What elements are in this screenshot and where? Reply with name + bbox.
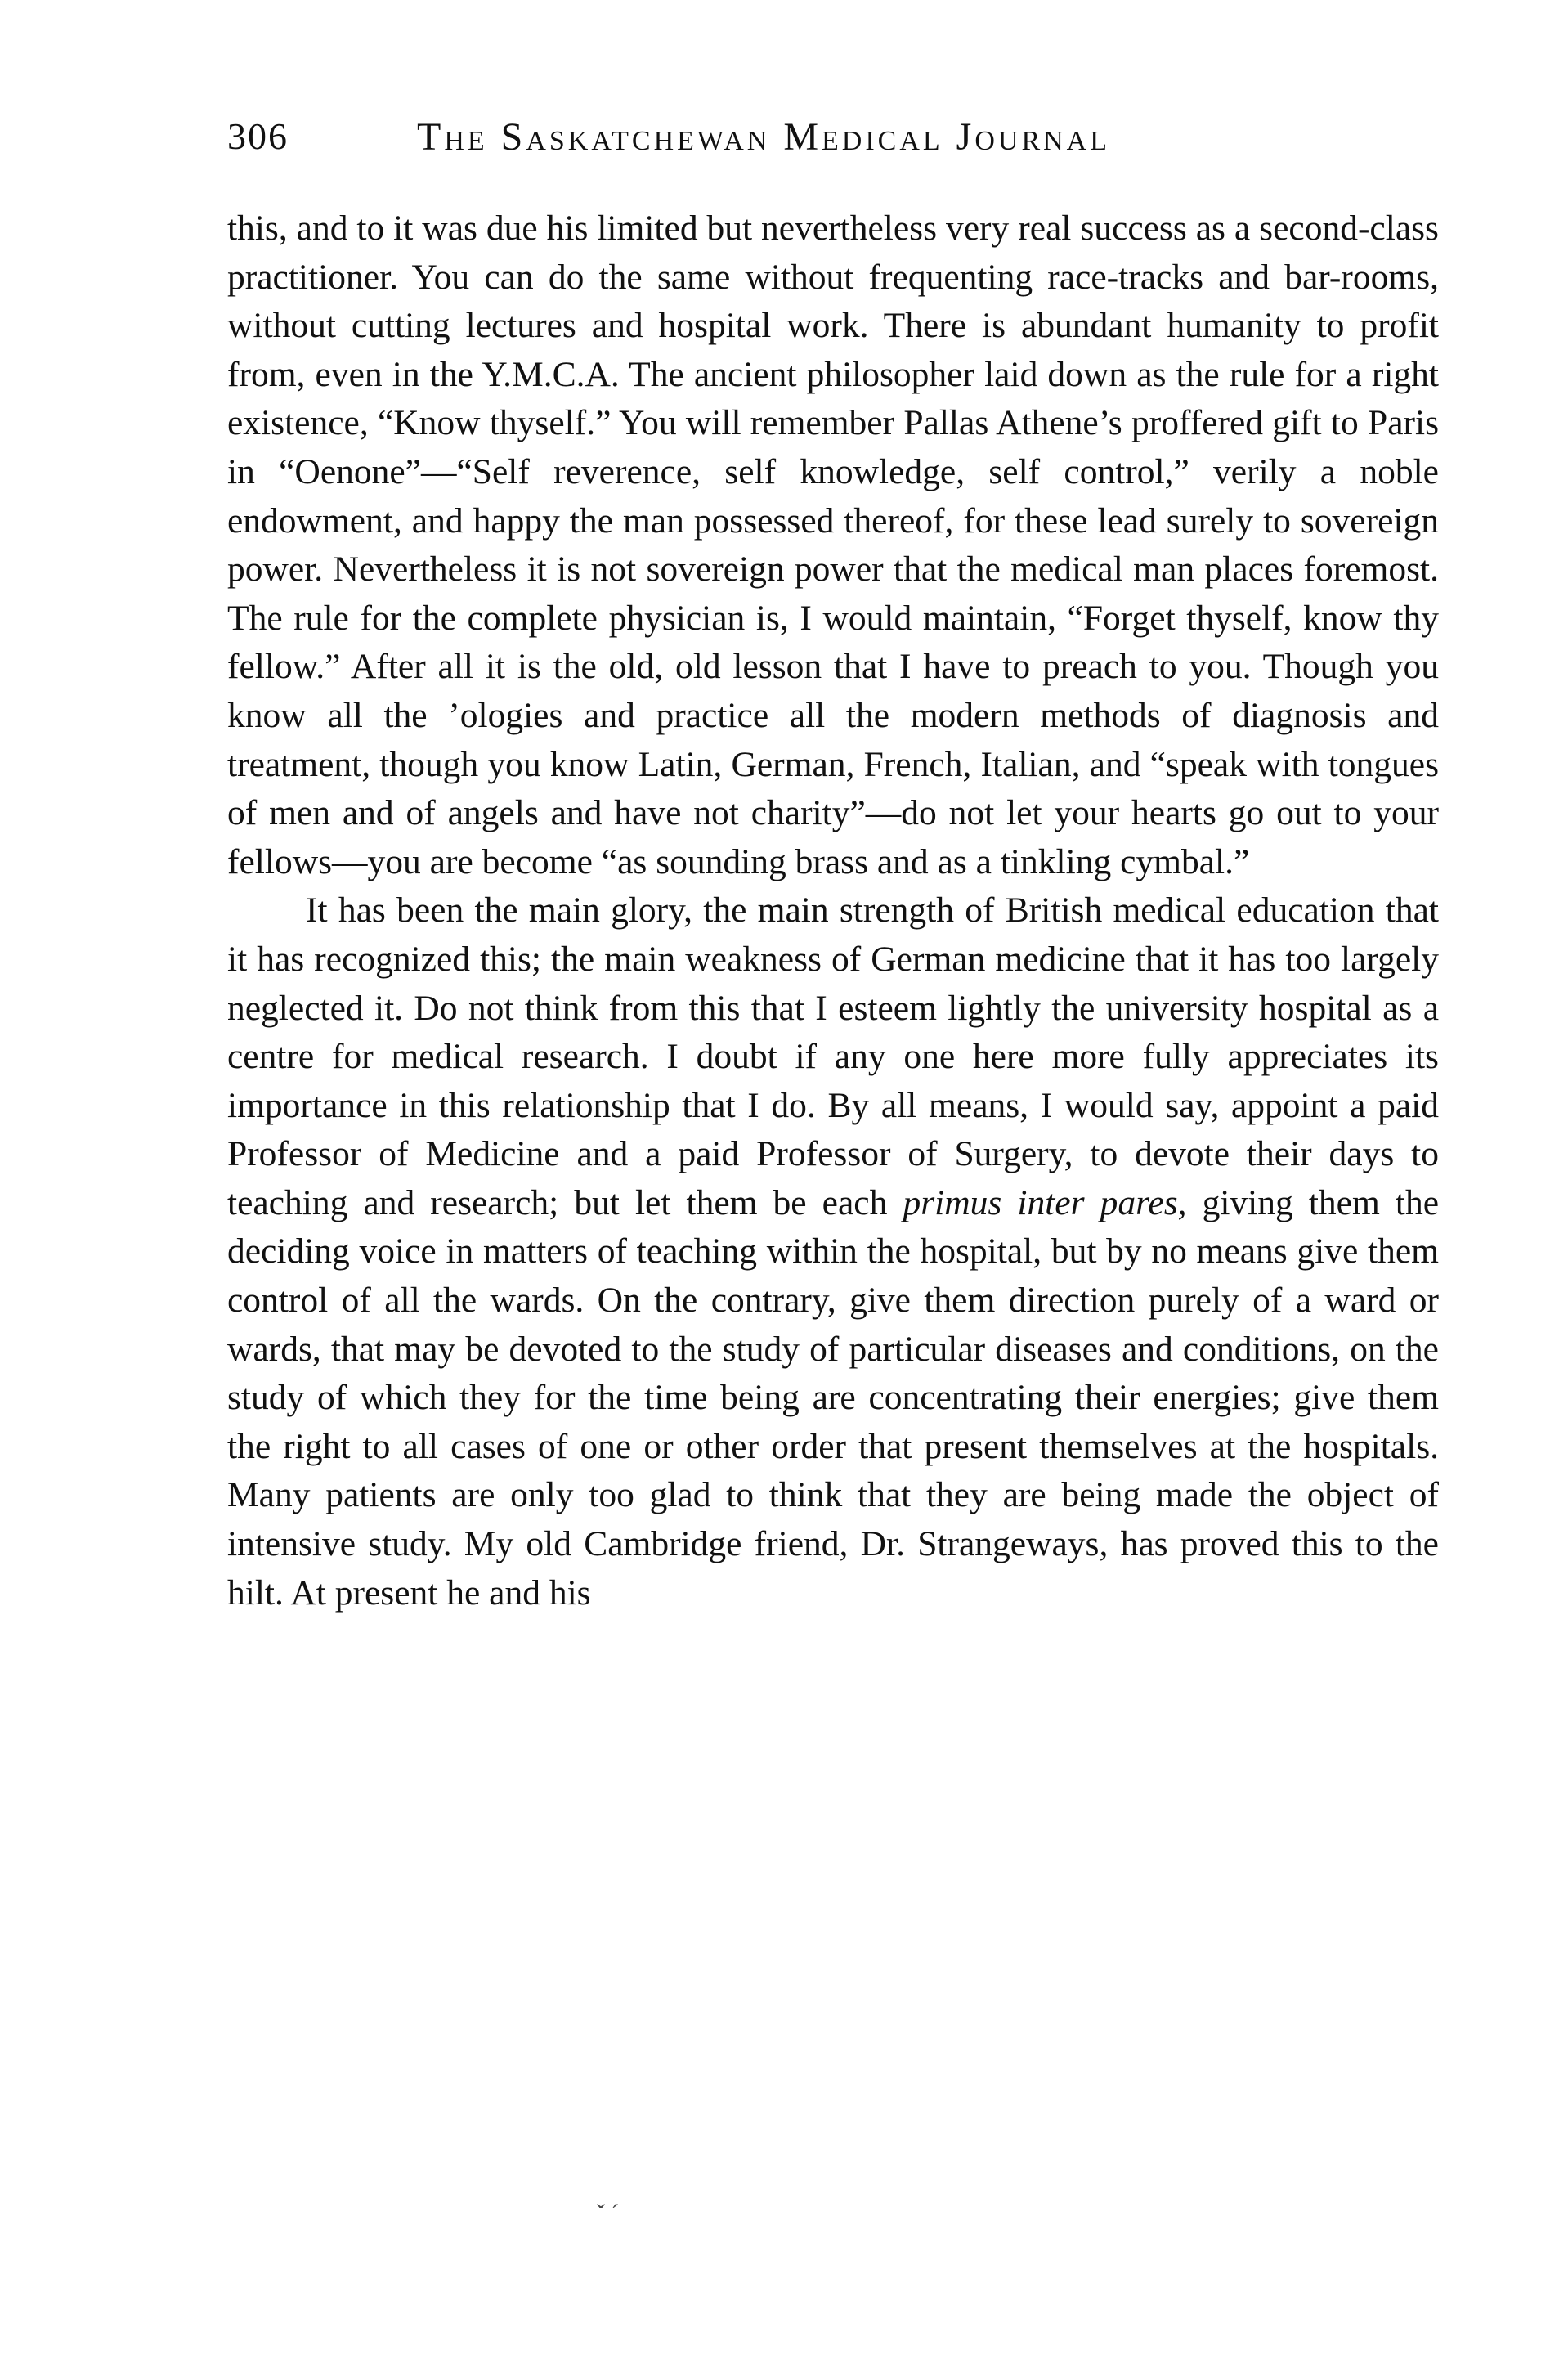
paragraph: this, and to it was due his limited but nevertheless very real success as a second-class practitioner. You can do the same without frequenting race-tracks and bar-rooms, without cutting lectures and hospital work. There is abundant humanity to profit from, even in the Y.M.C.A. The ancient philosopher laid down as the rule for a right existence, “Know thyself.” You will remember Pallas Athene’s proffered gift to Paris in “Oenone”—“Self reverence, self knowledge, self control,” verily a noble endowment, and happy the man possessed thereof, for these lead surely to sovereign power. Nevertheless it is not sovereign power that the medical man places foremost. The rule for the complete physician is, I would maintain, “Forget thyself, know thy fellow.” After all it is the old, old lesson that I have to preach to you. Though you know all the ’ologies and practice all the modern methods of diagnosis and treatment, though you know Latin, German, French, Italian, and “speak with tongues of men and of angels and have not charity”—do not let your hearts go out to your fellows—you are become “as sounding brass and as a tinkling cymbal.”: [227, 209, 1439, 881]
page-header: [227, 114, 1437, 172]
printer-mark: ˇ ´: [597, 2200, 620, 2227]
paragraph: [227, 886, 1439, 1617]
article-body: [227, 204, 1439, 1617]
paragraph-text: It has been the main glory, the main strength of British medical education that it has recognized this; the main weakness of German medicine that it has too largely neglected it. Do not think from this that I esteem lightly the university hospital as a centre for medical research. I doubt if any one here more fully appreciates its importance in this relationship that I do. By all means, I would say, appoint a paid Professor of Medicine and a paid Professor of Surgery, to devote their days to teaching and research; but let them be each: [227, 890, 1439, 1222]
paragraph-text: giving them the deciding voice in matters of teaching within the hospital, but by no means give them control of all the wards. On the contrary, give them direction purely of a ward or wards, that may be devoted to the study of particular diseases and conditions, on the study of which they for the time being are concentrating their energies; give them the right to all cases of one or other order that present themselves at the hospitals. Many patients are only too glad to think that they are being made the object of intensive study. My old Cambridge friend, Dr. Strangeways, has proved this to the hilt. At present he and his: [227, 1182, 1440, 1613]
page-number: 306: [227, 115, 289, 157]
italic-phrase: primus inter pares,: [903, 1182, 1187, 1222]
running-title: The Saskatchewan Medical Journal: [417, 115, 1111, 159]
